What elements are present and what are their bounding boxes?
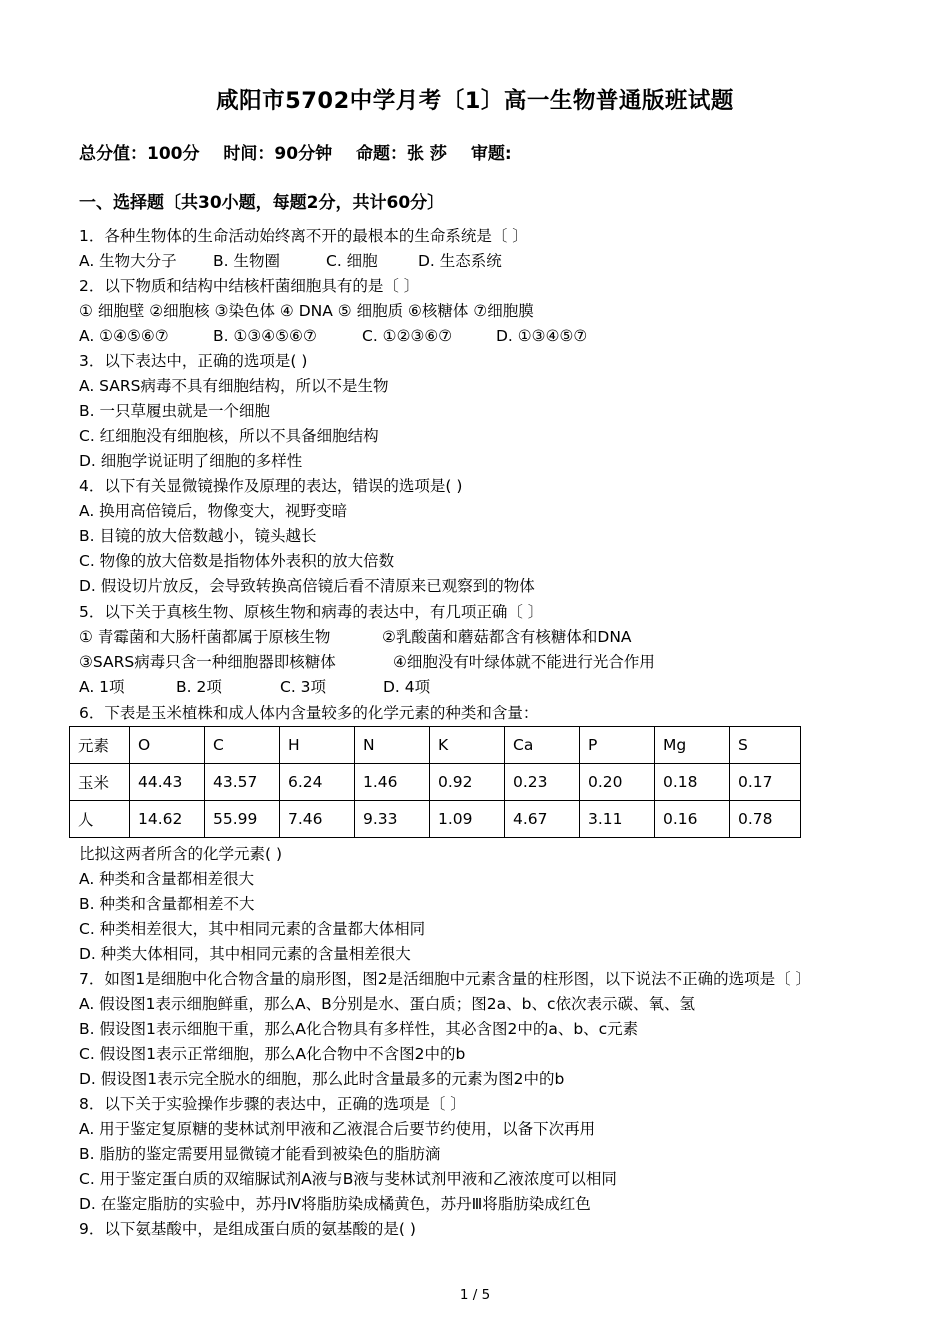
table-cell: 7.46 xyxy=(280,801,355,838)
option-a: A. 换用高倍镜后，物像变大，视野变暗 xyxy=(79,502,348,520)
option-c: C. 假设图1表示正常细胞，那么A化合物中不含图2中的b xyxy=(79,1045,466,1063)
option-d: D. 4项 xyxy=(383,678,431,696)
option-row xyxy=(79,675,919,700)
option-b: B. 2项 xyxy=(176,678,222,696)
table-cell: 0.17 xyxy=(730,764,801,801)
table-cell: 6.24 xyxy=(280,764,355,801)
question-stem: 4．以下有关显微镜操作及原理的表达，错误的选项是( ) xyxy=(79,477,463,495)
question-stem: 7．如图1是细胞中化合物含量的扇形图，图2是活细胞中元素含量的柱形图，以下说法不正确的选项是〔 〕 xyxy=(79,970,812,988)
table-cell: 0.18 xyxy=(655,764,730,801)
table-cell: 1.09 xyxy=(430,801,505,838)
table-cell: N xyxy=(355,727,430,764)
option-row xyxy=(79,249,919,274)
statement-2: ②乳酸菌和蘑菇都含有核糖体和DNA xyxy=(382,628,632,646)
question-8 xyxy=(79,1092,919,1217)
table-cell: 元素 xyxy=(70,727,130,764)
section-heading: 一、选择题〔共30小题，每题2分，共计60分〕 xyxy=(79,193,445,213)
option-d: D. 假设图1表示完全脱水的细胞，那么此时含量最多的元素为图2中的b xyxy=(79,1070,565,1088)
option-d: D. 假设切片放反，会导致转换高倍镜后看不清原来已观察到的物体 xyxy=(79,577,535,595)
question-1 xyxy=(79,224,919,274)
table-cell: 0.16 xyxy=(655,801,730,838)
table-header-row xyxy=(70,727,801,764)
table-cell: Mg xyxy=(655,727,730,764)
option-b: B. 脂肪的鉴定需要用显微镜才能看到被染色的脂肪滴 xyxy=(79,1145,441,1163)
question-6-choices xyxy=(79,842,919,967)
question-2 xyxy=(79,274,919,349)
table-cell: 0.20 xyxy=(580,764,655,801)
option-b: B. 目镜的放大倍数越小，镜头越长 xyxy=(79,527,317,545)
option-a: A. 1项 xyxy=(79,678,125,696)
question-stem: 5．以下关于真核生物、原核生物和病毒的表达中，有几项正确〔 〕 xyxy=(79,603,544,621)
table-cell: P xyxy=(580,727,655,764)
question-3 xyxy=(79,349,919,474)
table-cell: 55.99 xyxy=(205,801,280,838)
reviewer: 审题: xyxy=(470,144,512,164)
statement-row xyxy=(79,625,919,650)
table-cell: C xyxy=(205,727,280,764)
table-cell: 人 xyxy=(70,801,130,838)
table-cell: 1.46 xyxy=(355,764,430,801)
question-stem: 2．以下物质和结构中结核杆菌细胞具有的是〔 〕 xyxy=(79,277,420,295)
option-c: C. ①②③⑥⑦ xyxy=(362,327,453,345)
question-7 xyxy=(79,967,919,1092)
question-4 xyxy=(79,474,919,599)
table-cell: Ca xyxy=(505,727,580,764)
option-a: A. 种类和含量都相差很大 xyxy=(79,870,255,888)
question-9 xyxy=(79,1217,919,1242)
table-cell: 0.78 xyxy=(730,801,801,838)
element-table xyxy=(69,726,801,838)
exam-meta xyxy=(79,139,530,164)
question-6 xyxy=(79,701,919,726)
option-c: C. 种类相差很大，其中相同元素的含量都大体相同 xyxy=(79,920,426,938)
option-a: A. SARS病毒不具有细胞结构，所以不是生物 xyxy=(79,377,389,395)
option-c: C. 红细胞没有细胞核，所以不具备细胞结构 xyxy=(79,427,379,445)
table-cell: 4.67 xyxy=(505,801,580,838)
option-row xyxy=(79,324,919,349)
option-b: B. ①③④⑤⑥⑦ xyxy=(213,327,317,345)
option-c: C. 细胞 xyxy=(326,252,378,270)
question-stem: 1．各种生物体的生命活动始终离不开的最根本的生命系统是〔 〕 xyxy=(79,227,528,245)
table-row xyxy=(70,801,801,838)
question-stem: 8．以下关于实验操作步骤的表达中，正确的选项是〔 〕 xyxy=(79,1095,466,1113)
table-cell: 玉米 xyxy=(70,764,130,801)
page-number: 1 / 5 xyxy=(459,1287,491,1303)
table-cell: 14.62 xyxy=(130,801,205,838)
statement-row xyxy=(79,650,919,675)
question-5 xyxy=(79,600,919,700)
option-c: C. 物像的放大倍数是指物体外表积的放大倍数 xyxy=(79,552,395,570)
statement-4: ④细胞没有叶绿体就不能进行光合作用 xyxy=(393,653,655,671)
table-cell: 0.92 xyxy=(430,764,505,801)
option-d: D. 在鉴定脂肪的实验中，苏丹Ⅳ将脂肪染成橘黄色，苏丹Ⅲ将脂肪染成红色 xyxy=(79,1195,591,1213)
table-cell: 9.33 xyxy=(355,801,430,838)
statement-1: ① 青霉菌和大肠杆菌都属于原核生物 xyxy=(79,628,331,646)
statement-3: ③SARS病毒只含一种细胞器即核糖体 xyxy=(79,653,336,671)
time-limit: 时间：90分钟 xyxy=(223,144,333,164)
option-d: D. 种类大体相同，其中相同元素的含量相差很大 xyxy=(79,945,411,963)
question-stem: 3．以下表达中，正确的选项是( ) xyxy=(79,352,308,370)
option-c: C. 用于鉴定蛋白质的双缩脲试剂A液与B液与斐林试剂甲液和乙液浓度可以相同 xyxy=(79,1170,617,1188)
option-a: A. ①④⑤⑥⑦ xyxy=(79,327,169,345)
author: 命题：张 莎 xyxy=(356,144,447,164)
exam-title: 咸阳市5702中学月考〔1〕高一生物普通版班试题 xyxy=(216,88,734,114)
option-d: D. 生态系统 xyxy=(418,252,502,270)
total-score: 总分值：100分 xyxy=(79,144,200,164)
table-cell: 43.57 xyxy=(205,764,280,801)
option-c: C. 3项 xyxy=(280,678,327,696)
table-cell: 44.43 xyxy=(130,764,205,801)
question-items: ① 细胞壁 ②细胞核 ③染色体 ④ DNA ⑤ 细胞质 ⑥核糖体 ⑦细胞膜 xyxy=(79,302,534,320)
table-cell: 0.23 xyxy=(505,764,580,801)
option-d: D. 细胞学说证明了细胞的多样性 xyxy=(79,452,303,470)
question-prompt: 比拟这两者所含的化学元素( ) xyxy=(79,845,283,863)
option-d: D. ①③④⑤⑦ xyxy=(496,327,588,345)
option-b: B. 一只草履虫就是一个细胞 xyxy=(79,402,270,420)
table-cell: S xyxy=(730,727,801,764)
option-a: A. 生物大分子 xyxy=(79,252,177,270)
option-b: B. 种类和含量都相差不大 xyxy=(79,895,255,913)
table-cell: O xyxy=(130,727,205,764)
table-row xyxy=(70,764,801,801)
option-b: B. 假设图1表示细胞干重，那么A化合物具有多样性，其必含图2中的a、b、c元素 xyxy=(79,1020,639,1038)
question-stem: 6．下表是玉米植株和成人体内含量较多的化学元素的种类和含量： xyxy=(79,704,539,722)
table-cell: 3.11 xyxy=(580,801,655,838)
option-b: B. 生物圈 xyxy=(213,252,280,270)
option-a: A. 用于鉴定复原糖的斐林试剂甲液和乙液混合后要节约使用，以备下次再用 xyxy=(79,1120,596,1138)
table-cell: K xyxy=(430,727,505,764)
table-cell: H xyxy=(280,727,355,764)
question-stem: 9．以下氨基酸中，是组成蛋白质的氨基酸的是( ) xyxy=(79,1220,416,1238)
option-a: A. 假设图1表示细胞鲜重，那么A、B分别是水、蛋白质；图2a、b、c依次表示碳、氧、氢 xyxy=(79,995,696,1013)
